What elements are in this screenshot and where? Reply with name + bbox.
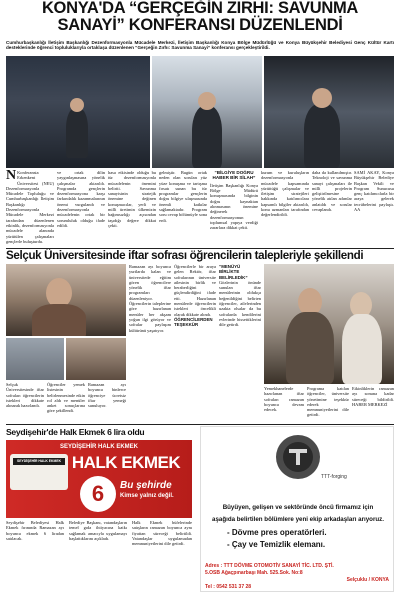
- interviewee-figure: [286, 312, 334, 384]
- ad-slogan-line-2: Kimse yalnız değil.: [120, 493, 174, 499]
- halk-ekmek-headline: Seydişehir'de Halk Ekmek 6 lira oldu: [6, 427, 145, 437]
- job-position-2: - Çay ve Temizlik elemanı.: [227, 540, 326, 549]
- article-column-5: “BİLGİYE DOĞRU HABER BİR SİLAH” İletişim Başkanlığı Konya Bölge Müdürü konuşmasında bilginin doğru kaynaktan alınmasının önemine değinerek dezenformasyonun toplumsal yapıya verdiği zararlara dikkat çekti.: [210, 170, 258, 231]
- ttt-forging-brand: TTT-forging: [321, 474, 347, 480]
- iftar-column-d: Ramazan ayı boyunca yurtlarda kalan ve üniversitede eğitim gören öğrencilere yönelik iftar programları düzenleniyor. Öğrencilerin taleplerine göre hazırlanan menüler her akşam yoğun ilgi görüyor ve sofralar paylaşım kültürünü yaşatıyor.: [129, 264, 171, 333]
- iftar-column-b: Öğrenciler yemek listesinin belirlenmesinde etkin rol aldı ve menüler anket sonuçlarına göre şekillendi.: [47, 382, 85, 414]
- second-student-figure: [342, 314, 382, 384]
- iftar-photo-table: [6, 338, 64, 380]
- main-headline-line-1: KONYA'DA “GERÇEĞİN ZIRHI: SAVUNMA: [41, 0, 359, 17]
- iftar-photo-food: [66, 338, 126, 380]
- iftar-column-e: Öğrencilerle bir araya gelen Rektör, iftar sofralarının üniversite ailesinin birlik ve beraberliğini güçlendirdiğini ifade etti. Hazırlanan menülerde öğrencilerin istekleri öncelikli olarak dikkate alındı. ÖĞRENCİLERDEN TEŞEKKÜR: [174, 264, 216, 328]
- iftar-column-g: Yemekhanelerde hazırlanan iftar sofraları ramazan boyunca devam edecek.: [264, 386, 304, 413]
- section-divider-2: [6, 424, 394, 425]
- halk-ekmek-ad-logo: SEYDİŞEHİR HALK EKMEK: [59, 444, 138, 450]
- speaker-figure: [66, 108, 88, 158]
- article-column-3: hasa etkisinde olduğu bu tür dezenformasyonla mücadelenin önemini belirtti. Savunma sanayisinin stratejik önemine değinen konuşmacılar, yerli ve milli üretimin ülkemizin bağımsızlığı açısından taşıdığı değere dikkat çekti.: [108, 170, 156, 228]
- lead-paragraph: Cumhurbaşkanlığı İletişim Başkanlığı Dezenformasyonla Mücadele Merkezi, İletişim Başkanlığı Konya Bölge Müdürlüğü ve Konya Büyükşehir Belediyesi Genç Kültür Kartı desteklerinde öğrenci topluluklarıyla ortaklaşa düzenlenen “Gerçeğin Zırhı: Savunma Sanayi” konferansı gerçekleştirildi.: [6, 40, 394, 51]
- pull-quote: “BİLGİYE DOĞRU HABER BİR SİLAH”: [212, 170, 256, 181]
- iftar-subheading-e: ÖĞRENCİLERDEN TEŞEKKÜR: [174, 316, 213, 328]
- iftar-headline: Selçuk Üniversitesinde iftar sofrası öğrencilerin talepleriyle şekillendi: [6, 249, 364, 262]
- audience-figure: [192, 106, 222, 168]
- halk-ekmek-ad: [6, 440, 192, 518]
- bread-kiosk-image: [10, 454, 68, 490]
- iftar-photo-interview: [264, 264, 394, 384]
- job-ad: [200, 426, 394, 592]
- job-ad-positions: [227, 527, 387, 555]
- ad-slogan-line-1: Bu şehirde: [120, 480, 172, 491]
- company-address-2: 5.OSB Ağaçpınarbaşı Mah. 525.Sok. No:8: [205, 570, 303, 576]
- iftar-column-c: Ramazan ayı boyunca binlerce öğrenciye ücretsiz iftar yemeği sunuluyor.: [88, 382, 126, 409]
- halk-ekmek-column-c: Halk Ekmek büfelerinde satışların ramazan boyunca aynı fiyattan süreceği belirtildi. Vatandaşlar uygulamadan memnuniyetlerini dile getirdi.: [132, 520, 192, 547]
- phone-label: Tel :: [205, 584, 215, 590]
- ad-slogan: [120, 480, 190, 510]
- article-column-7: daha da kullanılmıştır. Teknoloji ve savunma sanayi çalışmaları ile milli projelerin geliştirilmesine yönelik atılan adımlar anlatıldı ve sorular cevaplandı.: [312, 170, 352, 213]
- halk-ekmek-ad-title: HALK EKMEK: [71, 453, 181, 472]
- iftar-photo-students: [6, 264, 126, 336]
- article-column-4: gelmiştir. Bugün ortak neden olan soruları yüz yüze konuşma ve tartışma fırsatı sunan bu tür programlar gençlerin doğru bilgiye ulaşmasında önemli katkılar sağlamaktadır. Program soru cevap bölümüyle sona erdi.: [159, 170, 207, 223]
- ttt-forging-logo-icon: [271, 433, 325, 481]
- iftar-column-f: “MENÜYÜ BİRLİKTE BELİRLEDİK” Gözlerinin önünde sunulan iftar menülerinin oldukça beğenildiğini belirten öğrenciler, ailelerinden uzakta olsalar da bu sofralarda kendilerini evlerinde hissettiklerini dile getirdi.: [219, 264, 261, 328]
- company-address: TTT DÖVME OTOMOTİV SANAYİ TİC. LTD. ŞTİ.: [223, 563, 334, 569]
- speaker-head-2: [312, 88, 332, 108]
- halk-ekmek-column-b: Belediye Başkanı, vatandaşların temel gıda ihtiyacına katkı sağlamak amacıyla uygulamayı başlattıklarını açıkladı.: [69, 520, 127, 541]
- student-figure: [32, 304, 86, 336]
- address-label: Adres :: [205, 563, 223, 569]
- speaker-figure-2: [304, 104, 340, 168]
- iftar-column-i: Etkinliklerin ramazan ayı sonuna kadar süreceği bildirildi. HABER MERKEZİ: [352, 386, 394, 407]
- article-column-2: ve ortak dilin yaygınlaşmasına yönelik çalışmalar aktarıldı. Programda gençlerin dezenformasyona karşı farkındalık kazanmalarının önemi vurgulandı ve dezenformasyonla mücadelenin ortak bir sorumluluk olduğu ifade edildi.: [57, 170, 105, 228]
- speaker-head: [70, 98, 84, 112]
- company-phone: 0542 531 37 28: [216, 584, 252, 590]
- conference-photo-stage: [6, 56, 150, 168]
- conference-photo-speaker: [264, 56, 394, 168]
- article-column-1: N Konferansta Erkenkent Üniversitesi (NEU) Dezenformasyonla Mücadele Topluluğu ve Cumhurbaşkanlığı İletişim Başkanlığı Dezenformasyonla Mücadele Merkezi tarafından düzenlenen etkinlik, dezenformasyonla mücadele alanında yürütülen çalışmaları gençlerle buluşturdu.: [6, 170, 54, 244]
- job-ad-intro-line-2: aşağıda belirtilen bölümlere yeni ekip arkadaşları arıyoruz.: [212, 516, 384, 523]
- job-ad-contact: [205, 563, 391, 591]
- main-headline: [4, 0, 396, 38]
- job-ad-intro-line-1: Büyüyen, gelişen ve sektöründe öncü firmamız için: [222, 504, 374, 511]
- bread-price-badge: 6: [80, 476, 116, 512]
- article-column-6: kurum ve kuruluşların dezenformasyonla mücadele kapsamında yürüttüğü çalışmalar ve iletişim stratejileri hakkında katılımcılara kapsamlı bilgiler aktarıldı, konu uzmanları tarafından değerlendirildi.: [261, 170, 309, 218]
- main-headline-line-2: SANAYİ” KONFERANSI DÜZENLENDİ: [57, 16, 343, 34]
- iftar-subheading-f: “MENÜYÜ BİRLİKTE BELİRLEDİK”: [219, 264, 248, 280]
- conference-photo-audience: [152, 56, 262, 168]
- audience-head: [198, 92, 216, 110]
- job-position-1: - Dövme pres operatörleri.: [227, 528, 327, 537]
- company-city: Selçuklu / KONYA: [346, 577, 389, 583]
- article-column-8: SAMİ AKAY, Konya Büyükşehir Belediye Başkan Vekili ve Program Sunucusu genç katılımcılarla bir araya gelerek tecrübelerini paylaştı. AA: [354, 170, 394, 213]
- iftar-column-a: Selçuk Üniversitesinde iftar sofraları öğrencilerin istekleri dikkate alınarak hazırlandı.: [6, 382, 44, 409]
- kiosk-sign: SEYDİŞEHİR HALK EKMEK: [13, 458, 65, 465]
- iftar-column-h: Programa katılan öğrenciler, üniversite yönetimine teşekkür ederek memnuniyetlerini dile getirdi.: [307, 386, 349, 418]
- halk-ekmek-column-a: Seydişehir Belediyesi Halk Ekmek fırınında Ramazan ayı boyunca ekmek 6 liradan satılacak.: [6, 520, 64, 541]
